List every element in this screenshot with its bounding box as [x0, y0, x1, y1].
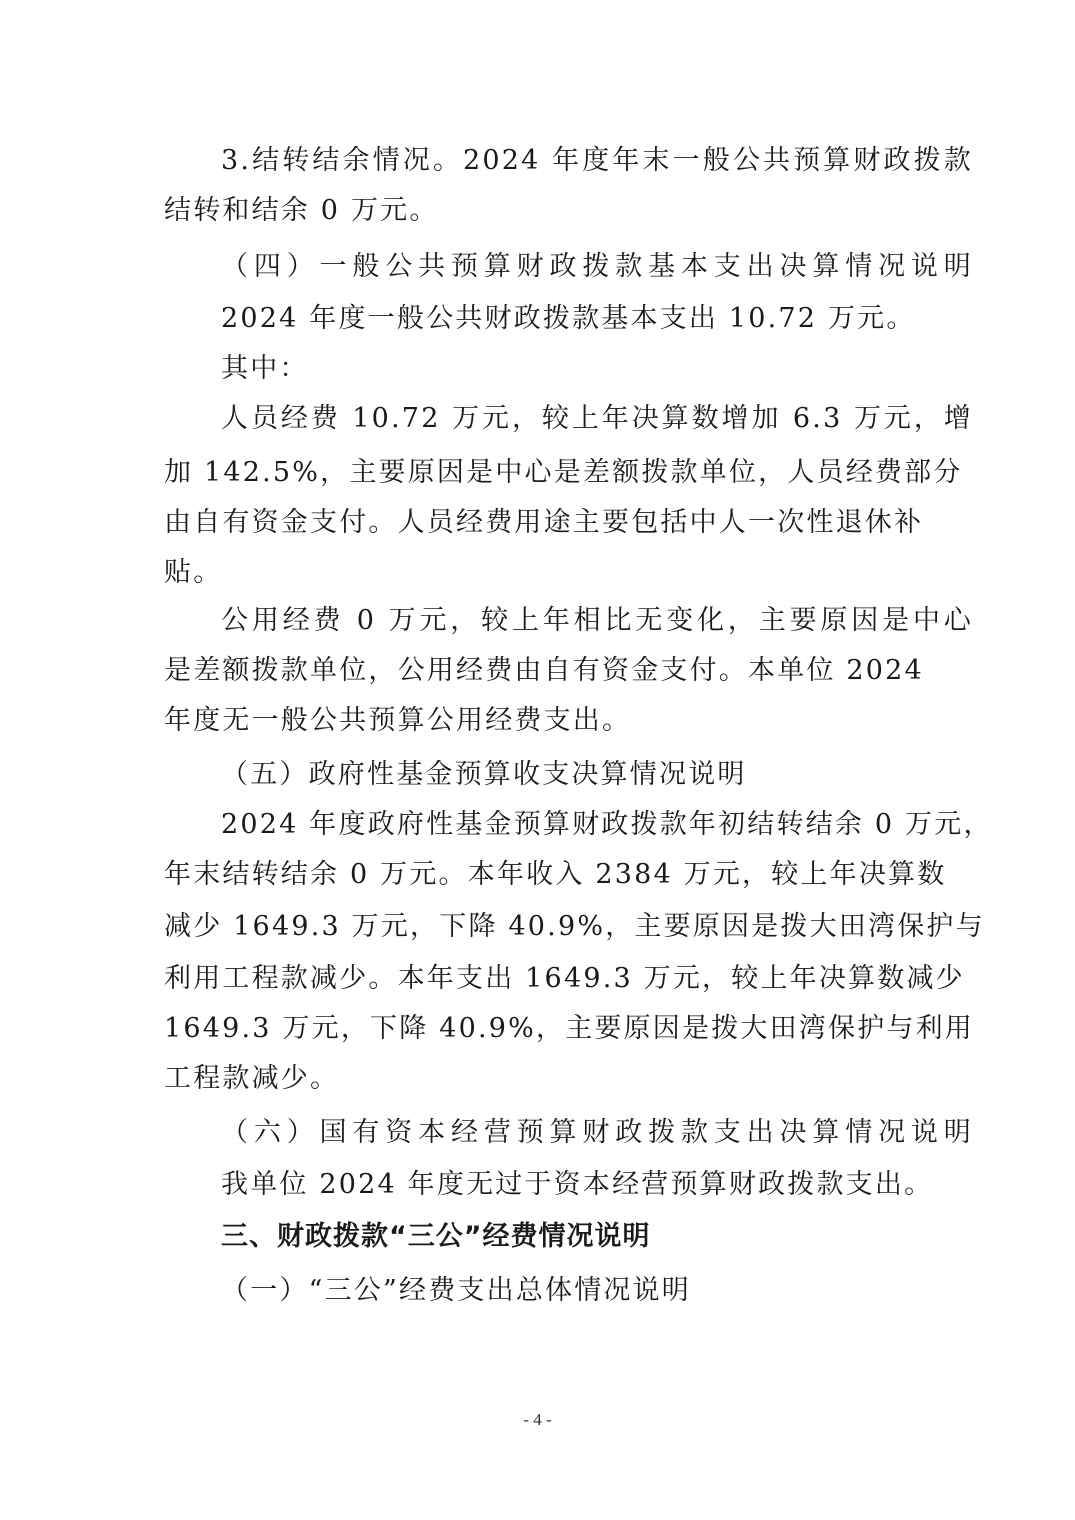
paragraph-government-fund-cont-5: 工程款减少。 [164, 1063, 340, 1094]
paragraph-government-fund-cont-4: 1649.3 万元，下降 40.9%，主要原因是拨大田湾保护与利用 [164, 1013, 975, 1044]
subheading-three-public-overview: （一）“三公”经费支出总体情况说明 [221, 1275, 692, 1306]
subheading-section-6: （六）国有资本经营预算财政拨款支出决算情况说明 [221, 1117, 973, 1148]
paragraph-among-them: 其中： [221, 353, 309, 384]
paragraph-personnel-expenses-cont-1: 加 142.5%，主要原因是中心是差额拨款单位，人员经费部分 [164, 457, 963, 488]
paragraph-public-expenses-cont-1: 是差额拨款单位，公用经费由自有资金支付。本单位 2024 [164, 655, 924, 686]
paragraph-basic-expenditure: 2024 年度一般公共财政拨款基本支出 10.72 万元。 [221, 303, 916, 334]
subheading-section-4: （四）一般公共预算财政拨款基本支出决算情况说明 [221, 251, 973, 282]
page-number: - 4 - [523, 1410, 552, 1429]
paragraph-government-fund-cont-3: 利用工程款减少。本年支出 1649.3 万元，较上年决算数减少 [164, 963, 965, 994]
paragraph-government-fund-cont-1: 年末结转结余 0 万元。本年收入 2384 万元，较上年决算数 [164, 859, 947, 890]
paragraph-personnel-expenses-cont-2: 由自有资金支付。人员经费用途主要包括中人一次性退休补 [164, 507, 924, 538]
heading-section-three: 三、财政拨款“三公”经费情况说明 [221, 1221, 651, 1252]
paragraph-government-fund-cont-2: 减少 1649.3 万元，下降 40.9%，主要原因是拨大田湾保护与 [164, 911, 985, 942]
paragraph-government-fund: 2024 年度政府性基金预算财政拨款年初结转结余 0 万元， [221, 809, 993, 840]
paragraph-public-expenses-cont-2: 年度无一般公共预算公用经费支出。 [164, 705, 632, 736]
paragraph-carryover-balance-cont: 结转和结余 0 万元。 [164, 195, 439, 226]
paragraph-carryover-balance: 3.结转结余情况。2024 年度年末一般公共预算财政拨款 [221, 145, 973, 176]
paragraph-state-capital: 我单位 2024 年度无过于资本经营预算财政拨款支出。 [221, 1169, 934, 1200]
paragraph-personnel-expenses: 人员经费 10.72 万元，较上年决算数增加 6.3 万元，增 [221, 403, 973, 434]
paragraph-public-expenses: 公用经费 0 万元，较上年相比无变化，主要原因是中心 [221, 605, 973, 636]
paragraph-personnel-expenses-cont-3: 贴。 [164, 557, 223, 588]
subheading-section-5: （五）政府性基金预算收支决算情况说明 [221, 759, 747, 790]
